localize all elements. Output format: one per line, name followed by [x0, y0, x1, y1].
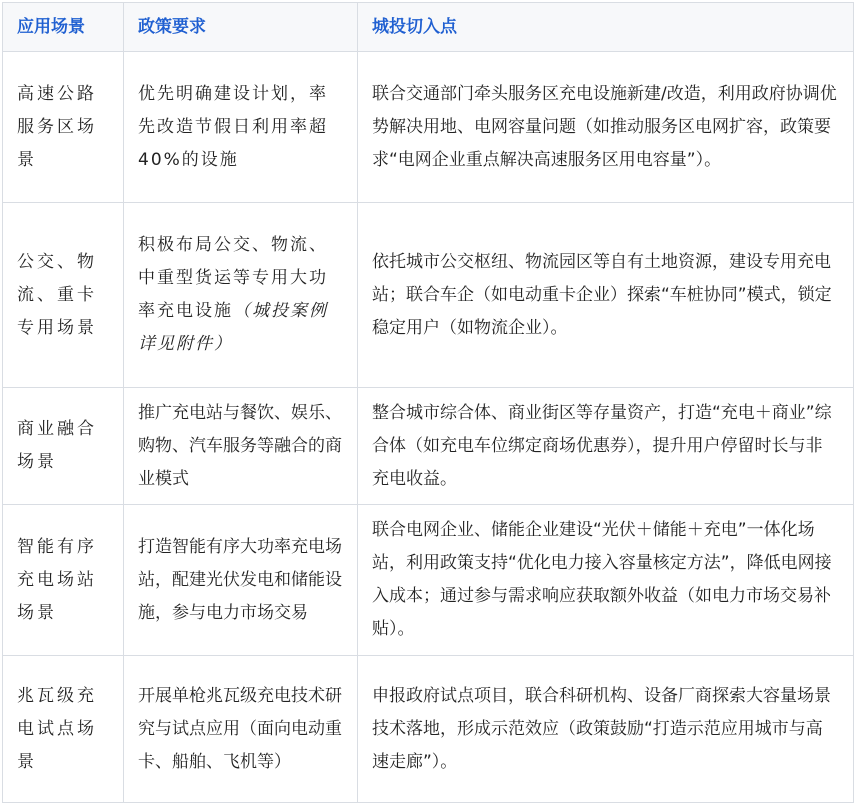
policy-text: 推广充电站与餐饮、娱乐、购物、汽车服务等融合的商业模式 [138, 402, 342, 489]
policy-text: 打造智能有序大功率充电场站，配建光伏发电和储能设施，参与电力市场交易 [138, 536, 342, 623]
entry-cell: 申报政府试点项目，联合科研机构、设备厂商探索大容量场景技术落地，形成示范效应（政策鼓励“打造示范应用城市与高速走廊”）。 [358, 656, 854, 803]
header-scene: 应用场景 [3, 3, 124, 52]
policy-cell [124, 505, 358, 656]
header-policy: 政策要求 [124, 3, 358, 52]
entry-cell: 依托城市公交枢纽、物流园区等自有土地资源，建设专用充电站；联合车企（如电动重卡企业）探索“车桩协同”模式，锁定稳定用户（如物流企业）。 [358, 203, 854, 388]
policy-cell [124, 656, 358, 803]
entry-cell: 整合城市综合体、商业街区等存量资产，打造“充电＋商业”综合体（如充电车位绑定商场优惠券），提升用户停留时长与非充电收益。 [358, 388, 854, 505]
entry-cell: 联合电网企业、储能企业建设“光伏＋储能＋充电”一体化场站，利用政策支持“优化电力接入容量核定方法”，降低电网接入成本；通过参与需求响应获取额外收益（如电力市场交易补贴）。 [358, 505, 854, 656]
policy-note: （城投案例详见附件） [138, 301, 328, 354]
table-row [3, 52, 854, 203]
entry-cell: 联合交通部门牵头服务区充电设施新建/改造，利用政府协调优势解决用地、电网容量问题（如推动服务区电网扩容，政策要求“电网企业重点解决高速服务区用电容量”）。 [358, 52, 854, 203]
policy-text: 积极布局公交、物流、中重型货运等专用大功率充电设施 [138, 235, 328, 321]
table-row [3, 388, 854, 505]
header-entry: 城投切入点 [358, 3, 854, 52]
policy-cell [124, 388, 358, 505]
scene-cell: 高速公路服务区场景 [3, 52, 124, 203]
table-row [3, 505, 854, 656]
policy-cell [124, 203, 358, 388]
table-row [3, 656, 854, 803]
scene-cell: 公交、物流、重卡专用场景 [3, 203, 124, 388]
table-row [3, 203, 854, 388]
policy-text: 开展单枪兆瓦级充电技术研究与试点应用（面向电动重卡、船舶、飞机等） [138, 685, 342, 772]
policy-table [2, 2, 854, 803]
header-row [3, 3, 854, 52]
policy-text: 优先明确建设计划，率先改造节假日利用率超40%的设施 [138, 83, 328, 170]
scene-cell: 兆瓦级充电试点场景 [3, 656, 124, 803]
scene-cell: 智能有序充电场站场景 [3, 505, 124, 656]
policy-cell [124, 52, 358, 203]
scene-cell: 商业融合场景 [3, 388, 124, 505]
